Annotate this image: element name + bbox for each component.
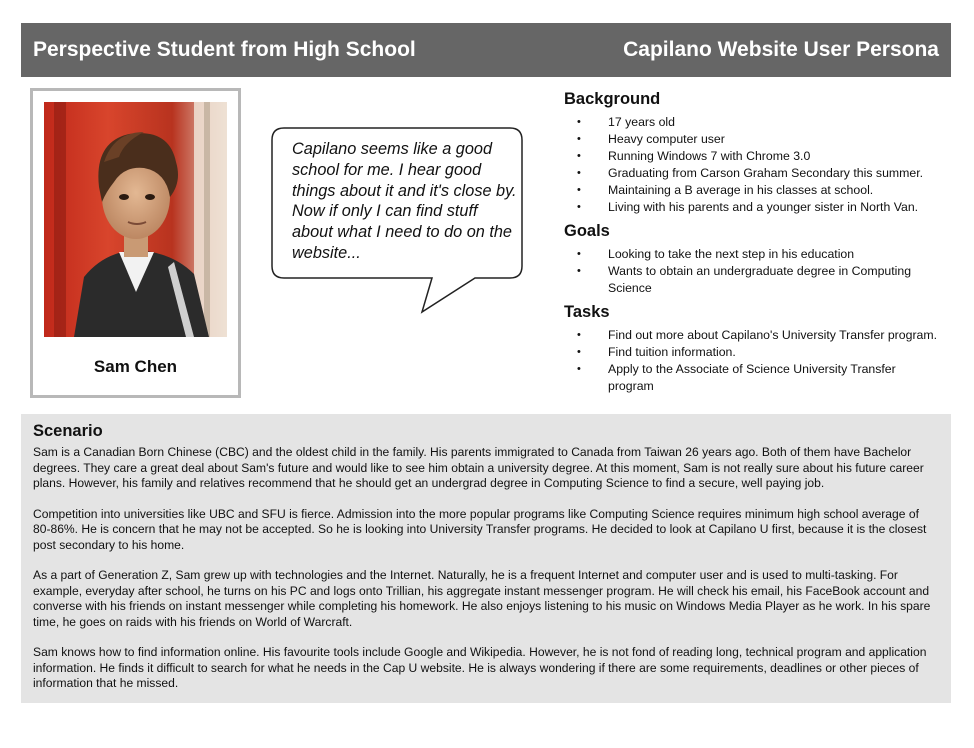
- scenario-paragraph: Sam knows how to find information online. His favourite tools include Google and Wikipedia. However, he is not fond of reading long, technical program and application information. He finds it difficult to search for what he needs in the Cap U website. He is always wondering if there are some requirements, deadlines or other pieces of information that he missed.: [33, 645, 927, 690]
- title-bar: [21, 23, 951, 77]
- scenario-paragraph: Sam is a Canadian Born Chinese (CBC) and the oldest child in the family. His parents immigrated to Canada from Taiwan 26 years ago. Both of them have Bachelor degrees. They care a great deal about Sam's future and would like to see him obtain a university degree. At this moment, Sam is not really sure about his future career plans. However, his family and relatives recommend that he should get an undergrad degree in Computing Science to find a secure, well paying job.: [33, 445, 924, 490]
- persona-card: [30, 88, 241, 398]
- background-item: • Heavy computer user: [564, 131, 954, 148]
- scenario-section: [21, 414, 951, 703]
- background-heading: Background: [564, 90, 661, 108]
- tasks-item: • Find tuition information.: [564, 344, 954, 361]
- persona-photo: [44, 102, 227, 337]
- goals-heading: Goals: [564, 222, 610, 240]
- persona-details: [564, 88, 954, 395]
- background-item: • Running Windows 7 with Chrome 3.0: [564, 148, 954, 165]
- goals-list: [564, 246, 954, 297]
- background-item: • Graduating from Carson Graham Secondary this summer.: [564, 165, 954, 182]
- scenario-paragraph: As a part of Generation Z, Sam grew up with technologies and the Internet. Naturally, he is a frequent Internet and computer user and is used to multi-tasking. For example, everyday after school, he turns on his PC and logs onto Trillian, his aggregate instant messenger program. He will check his email, his FaceBook account and converse with his friends on instant messenger while completing his homework. He also enjoys listening to his music on Windows Media Player as he work. In his spare time, he goes on raids with his friends on World of Warcraft.: [33, 568, 931, 629]
- tasks-item: • Find out more about Capilano's University Transfer program.: [564, 327, 954, 344]
- background-item: • Living with his parents and a younger sister in North Van.: [564, 199, 954, 216]
- tasks-heading: Tasks: [564, 303, 610, 321]
- background-item: • 17 years old: [564, 114, 954, 131]
- persona-name: Sam Chen: [93, 357, 178, 376]
- background-list: [564, 114, 954, 216]
- persona-quote: Capilano seems like a good school for me. I hear good things about it and it's close by. Now if only I can find stuff about what I need to do on the website...: [292, 140, 517, 262]
- tasks-list: [564, 327, 954, 395]
- scenario-paragraph: Competition into universities like UBC and SFU is fierce. Admission into the more popular programs like Computing Science requires minimum high school average of 80-86%. He is concern that he may not be accepted. So he is looking into University Transfer programs. He decided to look at Capilano U first, because it is the closest post secondary to his home.: [33, 506, 927, 552]
- goals-item: • Looking to take the next step in his education: [564, 246, 954, 263]
- persona-type-title: Perspective Student from High School: [33, 38, 416, 61]
- goals-item: • Wants to obtain an undergraduate degree in Computing Science: [564, 263, 954, 297]
- background-item: • Maintaining a B average in his classes at school.: [564, 182, 954, 199]
- scenario-heading: Scenario: [33, 422, 103, 440]
- document-title: Capilano Website User Persona: [623, 38, 939, 61]
- tasks-item: • Apply to the Associate of Science University Transfer program: [564, 361, 954, 395]
